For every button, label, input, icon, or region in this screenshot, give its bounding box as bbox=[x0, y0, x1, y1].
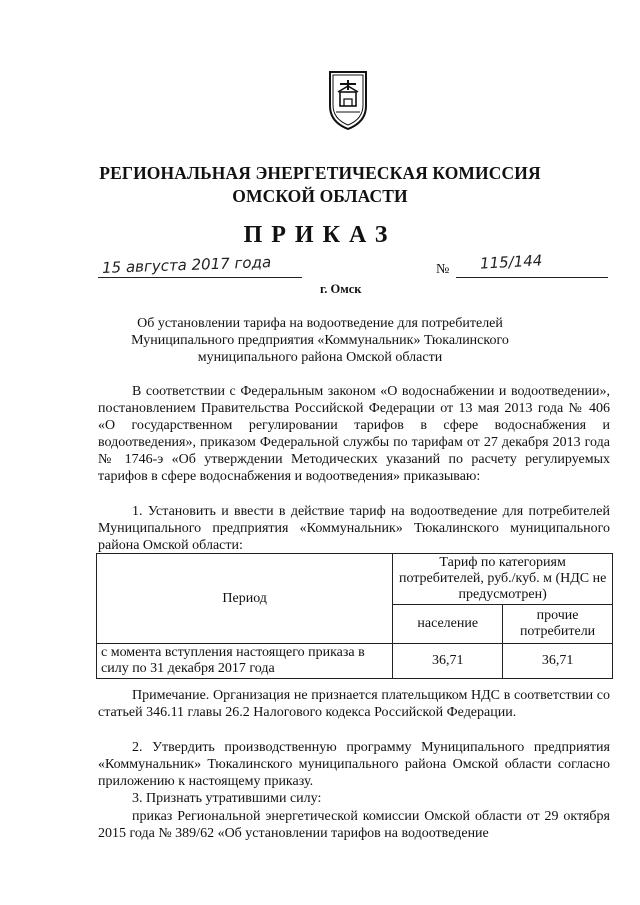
header-period: Период bbox=[97, 554, 393, 644]
header-other-consumers: прочие потребители bbox=[503, 605, 613, 644]
header-tariff: Тариф по категориям потребителей, руб./куб. м (НДС не предусмотрен) bbox=[393, 554, 613, 605]
row-period: с момента вступления настоящего приказа в силу по 31 декабря 2017 года bbox=[97, 644, 393, 679]
number-underline bbox=[456, 277, 608, 278]
table-header-row bbox=[97, 554, 613, 605]
row-other-value: 36,71 bbox=[503, 644, 613, 679]
subject-line: Об установлении тарифа на водоотведение для потребителей bbox=[137, 316, 503, 331]
legal-basis-paragraph: В соответствии с Федеральным законом «О водоснабжении и водоотведении», постановлением Правительства Российской Федерации от 13 мая 2013 года № 406 «О государственном регулировании тарифов в сфере водоснабжения и водоотведения», приказом Федеральной службы по тарифам от 27 декабря 2013 года № 1746-э «Об утверждении Методических указаний по расчету регулируемых тарифов в сфере водоснабжения и водоотведения» приказываю: bbox=[98, 384, 610, 484]
header-population: население bbox=[393, 605, 503, 644]
handwritten-date: 15 августа 2017 года bbox=[101, 253, 272, 277]
number-label: № bbox=[436, 262, 450, 277]
handwritten-number: 115/144 bbox=[479, 251, 543, 273]
item-3-paragraph: 3. Признать утратившими силу: bbox=[132, 791, 322, 806]
city: г. Омск bbox=[320, 282, 362, 296]
tariff-table bbox=[96, 553, 613, 679]
table-row bbox=[97, 644, 613, 679]
note-paragraph: Примечание. Организация не признается плательщиком НДС в соответствии со статьей 346.11 главы 26.2 Налогового кодекса Российской Федерации. bbox=[98, 688, 610, 720]
order-subject bbox=[80, 315, 560, 366]
item-2-paragraph: 2. Утвердить производственную программу Муниципального предприятия «Коммунальник» Тюкалинского муниципального района Омской области согласно приложению к настоящему приказу. bbox=[98, 740, 610, 789]
row-population-value: 36,71 bbox=[393, 644, 503, 679]
organization-name-line2: ОМСКОЙ ОБЛАСТИ bbox=[232, 186, 408, 206]
organization-name-line1: РЕГИОНАЛЬНАЯ ЭНЕРГЕТИЧЕСКАЯ КОМИССИЯ bbox=[99, 163, 541, 183]
subject-line: Муниципального предприятия «Коммунальник» Тюкалинского bbox=[131, 333, 509, 348]
subject-line: муниципального района Омской области bbox=[197, 350, 443, 365]
date-underline bbox=[98, 277, 302, 278]
repealed-order-paragraph: приказ Региональной энергетической комиссии Омской области от 29 октября 2015 года № 389/62 «Об установлении тарифов на водоотведение bbox=[98, 809, 610, 841]
document-type: ПРИКАЗ bbox=[243, 222, 397, 248]
coat-of-arms-icon bbox=[326, 68, 370, 132]
item-1-paragraph: 1. Установить и ввести в действие тариф на водоотведение для потребителей Муниципального предприятия «Коммунальник» Тюкалинского муниципального района Омской области: bbox=[98, 504, 610, 553]
